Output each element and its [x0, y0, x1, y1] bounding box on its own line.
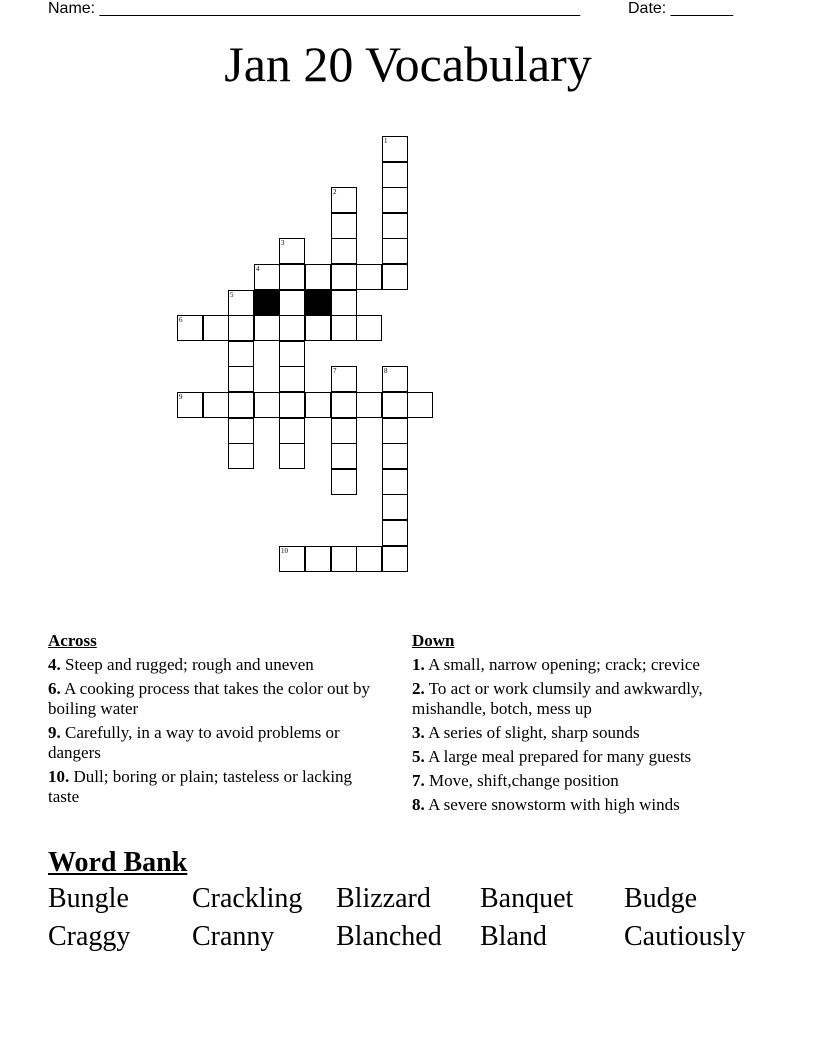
crossword-cell[interactable]	[279, 418, 305, 444]
crossword-cell[interactable]	[305, 264, 331, 290]
clue-number: 7.	[412, 771, 425, 790]
clue-number: 1.	[412, 655, 425, 674]
crossword-cell[interactable]	[407, 392, 433, 418]
crossword-cell[interactable]	[382, 213, 408, 239]
down-heading: Down	[412, 631, 455, 650]
crossword-cell[interactable]	[254, 315, 280, 341]
down-clue	[412, 795, 752, 815]
crossword-cell[interactable]	[254, 264, 280, 290]
date-field-label: Date: _______	[628, 0, 733, 17]
crossword-cell[interactable]	[177, 392, 203, 418]
cell-number: 4	[256, 265, 260, 273]
word-bank-word: Blizzard	[336, 883, 431, 914]
clue-number: 6.	[48, 679, 61, 698]
cell-number: 3	[281, 239, 285, 247]
crossword-cell[interactable]	[279, 341, 305, 367]
crossword-cell[interactable]	[382, 162, 408, 188]
clue-text: Carefully, in a way to avoid problems or dangers	[48, 723, 340, 762]
crossword-cell[interactable]	[331, 290, 357, 316]
crossword-cell[interactable]	[382, 264, 408, 290]
crossword-cell[interactable]	[177, 315, 203, 341]
crossword-cell[interactable]	[228, 366, 254, 392]
across-clue	[48, 655, 378, 675]
crossword-cell[interactable]	[382, 187, 408, 213]
crossword-cell[interactable]	[203, 315, 229, 341]
clue-number: 8.	[412, 795, 425, 814]
clue-number: 2.	[412, 679, 425, 698]
across-heading: Across	[48, 631, 97, 650]
crossword-black-square	[254, 290, 280, 316]
crossword-cell[interactable]	[356, 392, 382, 418]
across-clue	[48, 679, 378, 719]
word-bank-word: Crackling	[192, 883, 303, 914]
down-clue	[412, 723, 752, 743]
crossword-cell[interactable]	[228, 392, 254, 418]
crossword-cell[interactable]	[279, 264, 305, 290]
crossword-cell[interactable]	[228, 290, 254, 316]
crossword-cell[interactable]	[279, 546, 305, 572]
crossword-cell[interactable]	[305, 315, 331, 341]
cell-number: 7	[333, 367, 337, 375]
crossword-cell[interactable]	[279, 392, 305, 418]
crossword-cell[interactable]	[228, 418, 254, 444]
crossword-cell[interactable]	[382, 443, 408, 469]
cell-number: 8	[384, 367, 388, 375]
clue-text: Move, shift,change position	[429, 771, 619, 790]
crossword-cell[interactable]	[356, 546, 382, 572]
clue-number: 9.	[48, 723, 61, 742]
word-bank-word: Banquet	[480, 883, 574, 914]
clue-text: Dull; boring or plain; tasteless or lacking taste	[48, 767, 353, 806]
crossword-cell[interactable]	[279, 315, 305, 341]
cell-number: 2	[333, 188, 337, 196]
name-field-label: Name: ______________________________________________________	[48, 0, 581, 17]
crossword-cell[interactable]	[331, 187, 357, 213]
crossword-cell[interactable]	[305, 546, 331, 572]
crossword-cell[interactable]	[279, 290, 305, 316]
crossword-cell[interactable]	[356, 315, 382, 341]
crossword-cell[interactable]	[382, 494, 408, 520]
word-bank-word: Craggy	[48, 921, 131, 952]
crossword-cell[interactable]	[331, 392, 357, 418]
clue-number: 5.	[412, 747, 425, 766]
crossword-cell[interactable]	[331, 366, 357, 392]
crossword-cell[interactable]	[382, 238, 408, 264]
crossword-cell[interactable]	[331, 418, 357, 444]
crossword-cell[interactable]	[331, 238, 357, 264]
page-title: Jan 20 Vocabulary	[224, 36, 592, 92]
clue-text: Steep and rugged; rough and uneven	[65, 655, 314, 674]
crossword-cell[interactable]	[331, 546, 357, 572]
cell-number: 10	[281, 547, 288, 555]
clue-text: A severe snowstorm with high winds	[428, 795, 680, 814]
down-clue	[412, 655, 752, 675]
crossword-cell[interactable]	[228, 443, 254, 469]
crossword-cell[interactable]	[279, 238, 305, 264]
down-clue	[412, 679, 752, 719]
crossword-cell[interactable]	[382, 366, 408, 392]
down-clue	[412, 747, 752, 767]
cell-number: 1	[384, 137, 388, 145]
across-clue	[48, 723, 378, 763]
down-clue	[412, 771, 752, 791]
cell-number: 6	[179, 316, 183, 324]
cell-number: 9	[179, 393, 183, 401]
clue-number: 3.	[412, 723, 425, 742]
clue-text: A small, narrow opening; crack; crevice	[428, 655, 700, 674]
crossword-cell[interactable]	[203, 392, 229, 418]
crossword-cell[interactable]	[382, 392, 408, 418]
clue-text: A series of slight, sharp sounds	[428, 723, 640, 742]
crossword-cell[interactable]	[331, 315, 357, 341]
across-clue	[48, 767, 378, 807]
crossword-cell[interactable]	[228, 341, 254, 367]
crossword-cell[interactable]	[228, 315, 254, 341]
crossword-cell[interactable]	[382, 520, 408, 546]
word-bank-word: Bungle	[48, 883, 129, 914]
crossword-cell[interactable]	[331, 469, 357, 495]
crossword-cell[interactable]	[279, 443, 305, 469]
clue-text: A cooking process that takes the color out by boiling water	[48, 679, 370, 718]
crossword-cell[interactable]	[356, 264, 382, 290]
word-bank-word: Cranny	[192, 921, 275, 952]
crossword-cell[interactable]	[279, 366, 305, 392]
word-bank-word: Blanched	[336, 921, 442, 952]
clue-number: 10.	[48, 767, 70, 786]
clue-text: A large meal prepared for many guests	[428, 747, 692, 766]
word-bank	[48, 882, 788, 954]
word-bank-word: Bland	[480, 921, 547, 952]
word-bank-word: Budge	[624, 883, 698, 914]
across-clues	[48, 631, 378, 811]
word-bank-word: Cautiously	[624, 921, 746, 952]
crossword-cell[interactable]	[382, 136, 408, 162]
down-clues	[412, 631, 752, 819]
crossword-black-square	[305, 290, 331, 316]
crossword-cell[interactable]	[331, 443, 357, 469]
clue-number: 4.	[48, 655, 61, 674]
cell-number: 5	[230, 291, 234, 299]
crossword-cell[interactable]	[331, 213, 357, 239]
word-bank-title: Word Bank	[48, 847, 188, 878]
crossword-cell[interactable]	[331, 264, 357, 290]
crossword-cell[interactable]	[254, 392, 280, 418]
crossword-cell[interactable]	[305, 392, 331, 418]
clue-text: To act or work clumsily and awkwardly, mishandle, botch, mess up	[412, 679, 703, 718]
crossword-cell[interactable]	[382, 546, 408, 572]
crossword-cell[interactable]	[382, 418, 408, 444]
crossword-cell[interactable]	[382, 469, 408, 495]
